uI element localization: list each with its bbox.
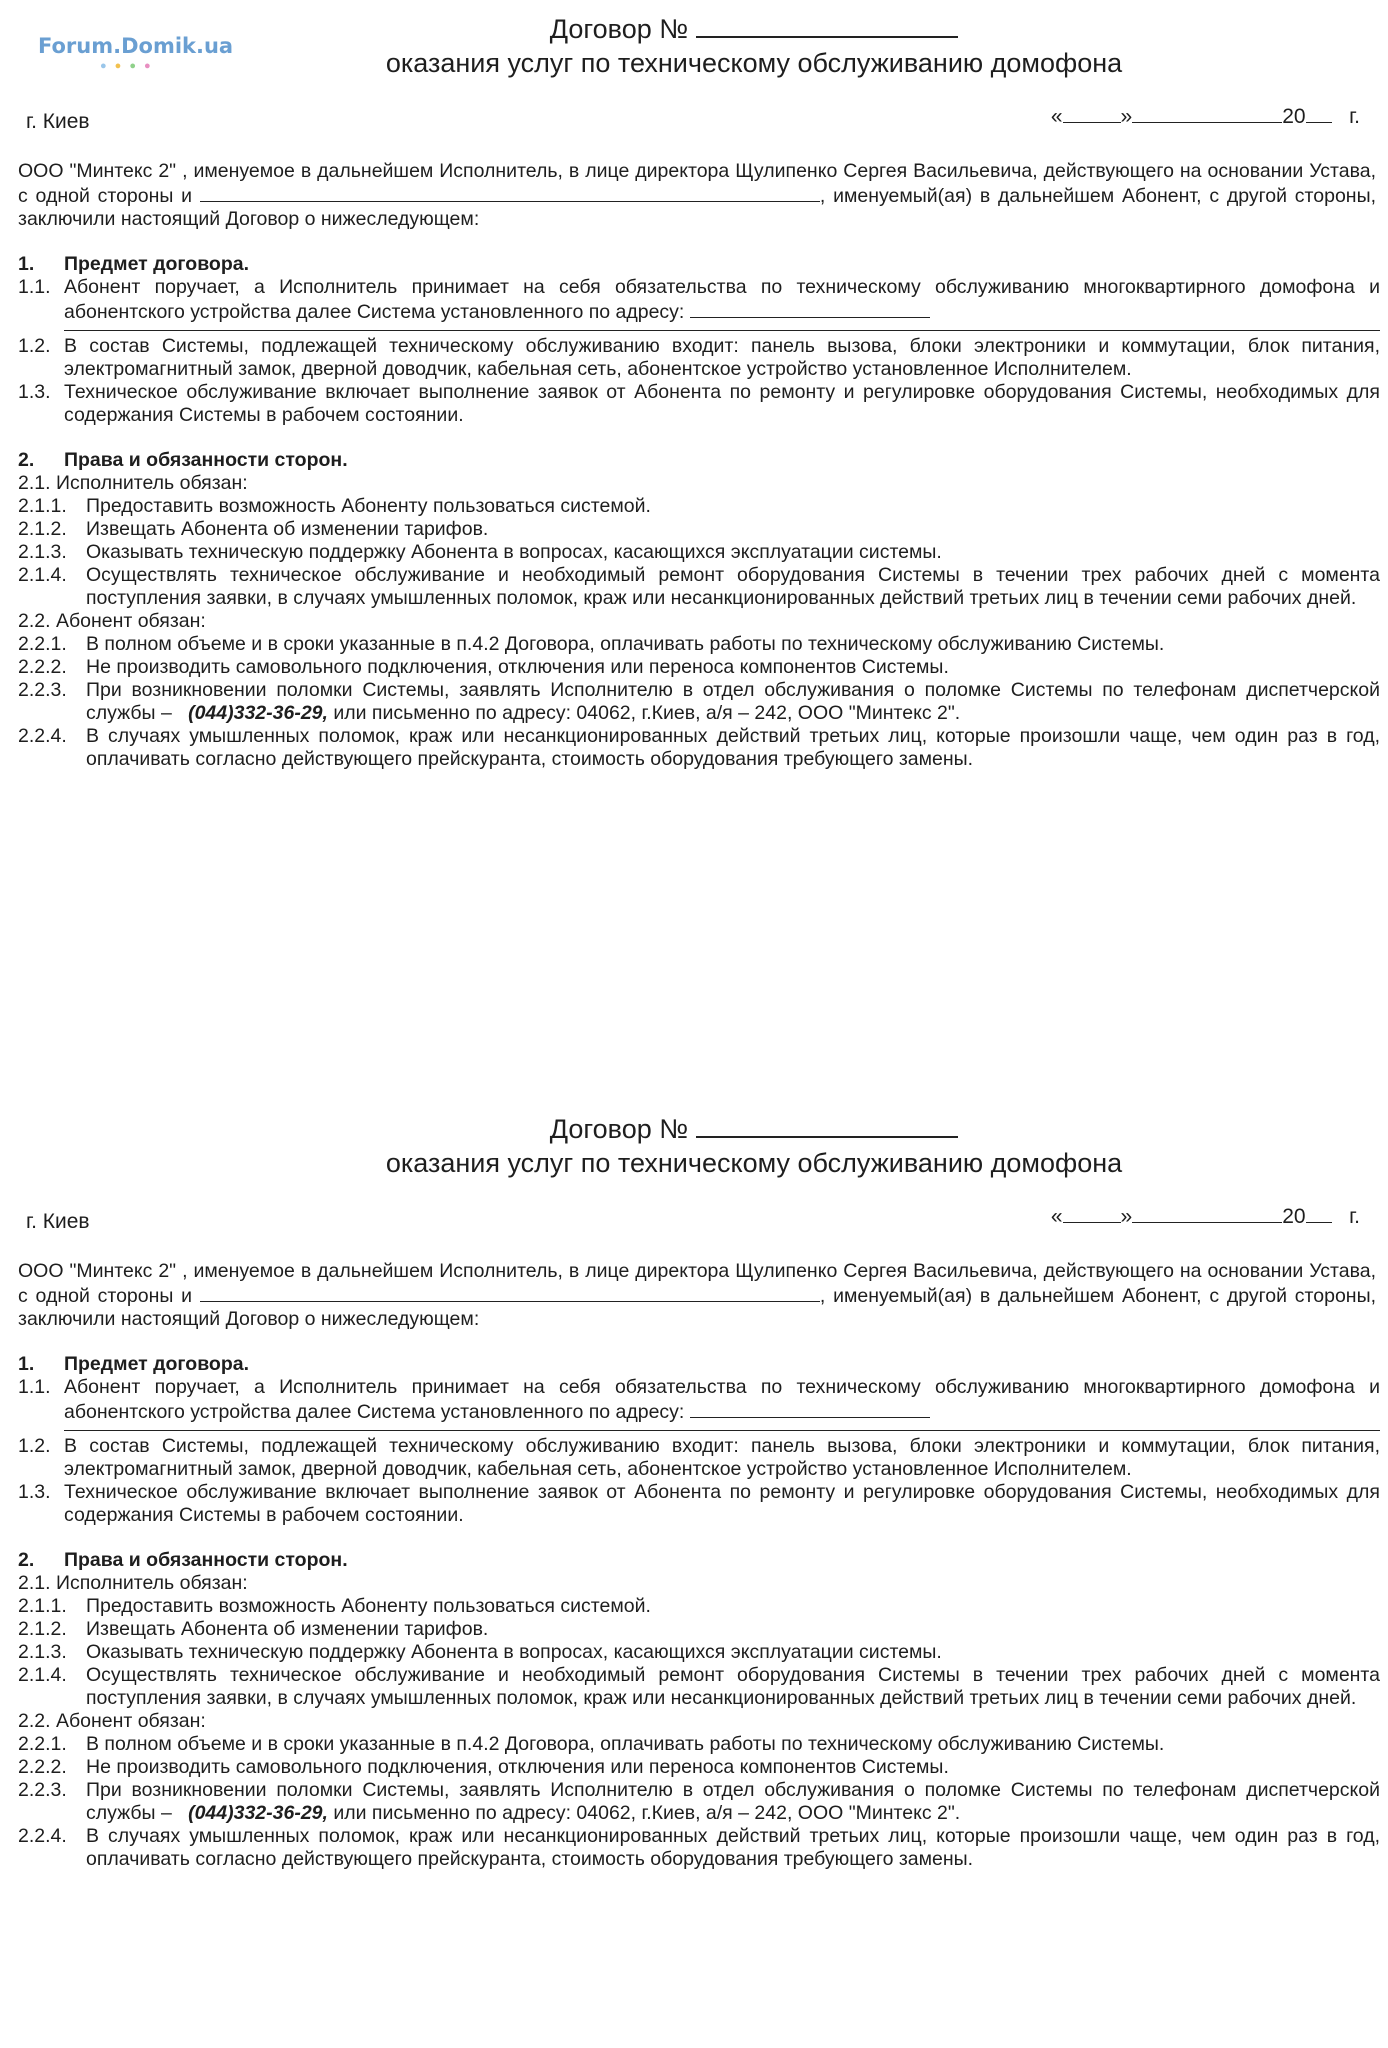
clause-text: Исполнитель обязан: — [55, 1572, 248, 1594]
section-2-num: 2. — [18, 1549, 35, 1571]
clause-2-2-1 — [18, 633, 1380, 656]
title-line1: Договор № — [549, 14, 689, 44]
date-open: « — [1050, 105, 1063, 128]
clause-text: Предоставить возможность Абоненту пользоваться системой. — [86, 495, 651, 517]
contract-title — [18, 12, 1380, 80]
clause-2-2-4 — [18, 725, 1380, 771]
clause-2-2-2 — [18, 1756, 1380, 1779]
dispatcher-phone: (044)332-36-29, — [188, 702, 328, 724]
clause-1-1 — [18, 1376, 1380, 1431]
clause-2-1 — [18, 1572, 1380, 1595]
clause-text: Извещать Абонента об изменении тарифов. — [86, 518, 489, 540]
section-1-title — [18, 1353, 1380, 1376]
clause-1-3 — [18, 1481, 1380, 1527]
clause-2-2-2 — [18, 656, 1380, 679]
clause-text: Абонент обязан: — [55, 610, 206, 632]
clause-1-2 — [18, 1435, 1380, 1481]
clause-num: 2.2.1. — [18, 633, 67, 655]
clause-text: Предоставить возможность Абоненту пользоваться системой. — [86, 1595, 651, 1617]
clause-num: 2.1.1. — [18, 1595, 67, 1617]
clause-num: 1.2. — [18, 1435, 51, 1457]
section-2-label: Права и обязанности сторон. — [64, 1549, 348, 1571]
dispatcher-phone: (044)332-36-29, — [188, 1802, 328, 1824]
clause-text: Осуществлять техническое обслуживание и необходимый ремонт оборудования Системы в течении трех рабочих дней с момента поступления заявки, в случаях умышленных поломок, краж или несанкционированных действий третьих лиц в течении семи рабочих дней. — [86, 564, 1380, 609]
clause-num: 2.1.3. — [18, 541, 67, 563]
clause-text: Не производить самовольного подключения, отключения или переноса компонентов Системы. — [86, 656, 949, 678]
city: г. Киев — [26, 110, 90, 133]
site-watermark: Forum.Domik.ua — [38, 34, 234, 58]
intro-text-2: , именуемый(ая) в дальнейшем Абонент, с другой стороны, заключили настоящий Договор о нижеследующем: — [18, 1285, 1377, 1330]
address-blank — [690, 299, 930, 318]
clause-text: Исполнитель обязан: — [55, 472, 248, 494]
subscriber-name-blank — [200, 183, 820, 202]
day-blank — [1063, 1204, 1121, 1223]
watermark-dots: ●●●● — [100, 60, 159, 72]
clause-2-1-1 — [18, 1595, 1380, 1618]
clause-num: 2.2.3. — [18, 679, 67, 701]
year-prefix: 20 — [1282, 105, 1306, 128]
clause-num: 1.1. — [18, 276, 51, 298]
place-date-row — [18, 104, 1380, 138]
clause-2-1-2 — [18, 1618, 1380, 1641]
intro-text-1: ООО "Минтекс 2" , именуемое в дальнейшем Исполнитель, в лице директора Щулипенко Сергея Васильевича, действующего на основании Устава, с одной стороны и — [18, 1260, 1376, 1307]
clause-text: Абонент поручает, а Исполнитель принимает на себя обязательства по техническому обслуживанию многоквартирного домофона и абонентского устройства далее Система установленного по адресу: — [64, 276, 1380, 323]
year-suffix: г. — [1349, 1205, 1360, 1228]
clause-2-1-1 — [18, 495, 1380, 518]
intro-text-1: ООО "Минтекс 2" , именуемое в дальнейшем Исполнитель, в лице директора Щулипенко Сергея Васильевича, действующего на основании Устава, с одной стороны и — [18, 160, 1376, 207]
clause-text: В полном объеме и в сроки указанные в п.4.2 Договора, оплачивать работы по техническому обслуживанию Системы. — [86, 1733, 1165, 1755]
clause-text: В состав Системы, подлежащей техническому обслуживанию входит: панель вызова, блоки электроники и коммутации, блок питания, электромагнитный замок, дверной доводчик, кабельная сеть, абонентское устройство установленное Исполнителем. — [64, 1435, 1380, 1480]
date-close: » — [1120, 1205, 1133, 1228]
subscriber-name-blank — [200, 1283, 820, 1302]
title-line1: Договор № — [549, 1114, 689, 1144]
clause-2-2-3 — [18, 679, 1380, 725]
clause-2-1-3 — [18, 1641, 1380, 1664]
clause-2-1-4 — [18, 1664, 1380, 1710]
clause-text: Не производить самовольного подключения, отключения или переноса компонентов Системы. — [86, 1756, 949, 1778]
section-2-title — [18, 449, 1380, 472]
clause-num: 2.2.2. — [18, 1756, 67, 1778]
section-1-label: Предмет договора. — [64, 253, 250, 275]
clause-num: 2.1. — [18, 1572, 51, 1594]
clause-text-after: или письменно по адресу: 04062, г.Киев, а/я – 242, ООО "Минтекс 2". — [333, 702, 961, 724]
section-2-title — [18, 1549, 1380, 1572]
address-blank — [690, 1399, 930, 1418]
clause-num: 2.1.2. — [18, 1618, 67, 1640]
clause-num: 2.1. — [18, 472, 51, 494]
clause-2-1-4 — [18, 564, 1380, 610]
city: г. Киев — [26, 1210, 90, 1233]
section-2-num: 2. — [18, 449, 35, 471]
clause-num: 2.2.1. — [18, 1733, 67, 1755]
clause-num: 2.1.2. — [18, 518, 67, 540]
clause-text: Осуществлять техническое обслуживание и необходимый ремонт оборудования Системы в течении трех рабочих дней с момента поступления заявки, в случаях умышленных поломок, краж или несанкционированных действий третьих лиц в течении семи рабочих дней. — [86, 1664, 1380, 1709]
clause-num: 2.2.4. — [18, 725, 67, 747]
clause-text: Извещать Абонента об изменении тарифов. — [86, 1618, 489, 1640]
contract-number-blank — [696, 12, 958, 38]
contract-title — [18, 1112, 1380, 1180]
contract-copy-2 — [18, 1112, 1380, 1871]
contract-number-blank — [696, 1112, 958, 1138]
clause-text: В полном объеме и в сроки указанные в п.4.2 Договора, оплачивать работы по техническому обслуживанию Системы. — [86, 633, 1165, 655]
year-blank — [1306, 104, 1332, 123]
section-1-num: 1. — [18, 253, 35, 275]
clause-text: В случаях умышленных поломок, краж или несанкционированных действий третьих лиц, которые произошли чаще, чем один раз в год, оплачивать согласно действующего прейскуранта, стоимость оборудования требующего замены. — [86, 725, 1380, 770]
year-prefix: 20 — [1282, 1205, 1306, 1228]
clause-num: 2.2.4. — [18, 1825, 67, 1847]
date-line — [1051, 1204, 1360, 1229]
clause-text: Абонент обязан: — [55, 1710, 206, 1732]
clause-num: 1.3. — [18, 381, 51, 403]
place-date-row — [18, 1204, 1380, 1238]
clause-1-2 — [18, 335, 1380, 381]
clause-1-3 — [18, 381, 1380, 427]
month-blank — [1132, 104, 1282, 123]
clause-num: 2.2. — [18, 610, 51, 632]
section-1-title — [18, 253, 1380, 276]
intro-paragraph — [18, 1260, 1380, 1331]
clause-num: 2.2.3. — [18, 1779, 67, 1801]
clause-text: Оказывать техническую поддержку Абонента в вопросах, касающихся эксплуатации системы. — [86, 541, 942, 563]
day-blank — [1063, 104, 1121, 123]
intro-paragraph — [18, 160, 1380, 231]
clause-num: 2.2.2. — [18, 656, 67, 678]
address-blank-line2 — [64, 324, 1380, 331]
clause-text: При возникновении поломки Системы, заявлять Исполнителю в отдел обслуживания о поломке Системы по телефонам диспетчерской службы – — [86, 1779, 1380, 1824]
clause-num: 1.2. — [18, 335, 51, 357]
year-suffix: г. — [1349, 105, 1360, 128]
clause-text: Техническое обслуживание включает выполнение заявок от Абонента по ремонту и регулировке оборудования Системы, необходимых для содержания Системы в рабочем состоянии. — [64, 381, 1380, 426]
clause-num: 1.1. — [18, 1376, 51, 1398]
clause-text: В состав Системы, подлежащей техническому обслуживанию входит: панель вызова, блоки электроники и коммутации, блок питания, электромагнитный замок, дверной доводчик, кабельная сеть, абонентское устройство установленное Исполнителем. — [64, 335, 1380, 380]
clause-text: Техническое обслуживание включает выполнение заявок от Абонента по ремонту и регулировке оборудования Системы, необходимых для содержания Системы в рабочем состоянии. — [64, 1481, 1380, 1526]
intro-text-2: , именуемый(ая) в дальнейшем Абонент, с другой стороны, заключили настоящий Договор о нижеследующем: — [18, 185, 1377, 230]
date-open: « — [1050, 1205, 1063, 1228]
clause-2-2-4 — [18, 1825, 1380, 1871]
month-blank — [1132, 1204, 1282, 1223]
address-blank-line2 — [64, 1424, 1380, 1431]
clause-2-1-3 — [18, 541, 1380, 564]
clause-2-1 — [18, 472, 1380, 495]
clause-1-1 — [18, 276, 1380, 331]
clause-text: Абонент поручает, а Исполнитель принимает на себя обязательства по техническому обслуживанию многоквартирного домофона и абонентского устройства далее Система установленного по адресу: — [64, 1376, 1380, 1423]
clause-text: При возникновении поломки Системы, заявлять Исполнителю в отдел обслуживания о поломке Системы по телефонам диспетчерской службы – — [86, 679, 1380, 724]
title-line2: оказания услуг по техническому обслуживанию домофона — [385, 1148, 1123, 1178]
year-blank — [1306, 1204, 1332, 1223]
clause-2-2-1 — [18, 1733, 1380, 1756]
clause-text: В случаях умышленных поломок, краж или несанкционированных действий третьих лиц, которые произошли чаще, чем один раз в год, оплачивать согласно действующего прейскуранта, стоимость оборудования требующего замены. — [86, 1825, 1380, 1870]
clause-num: 1.3. — [18, 1481, 51, 1503]
clause-2-1-2 — [18, 518, 1380, 541]
clause-text-after: или письменно по адресу: 04062, г.Киев, а/я – 242, ООО "Минтекс 2". — [333, 1802, 961, 1824]
section-1-num: 1. — [18, 1353, 35, 1375]
date-line — [1051, 104, 1360, 129]
clause-2-2-3 — [18, 1779, 1380, 1825]
clause-text: Оказывать техническую поддержку Абонента в вопросах, касающихся эксплуатации системы. — [86, 1641, 942, 1663]
section-1-label: Предмет договора. — [64, 1353, 250, 1375]
clause-2-2 — [18, 1710, 1380, 1733]
clause-num: 2.1.4. — [18, 564, 67, 586]
contract-copy-1 — [18, 12, 1380, 771]
clause-num: 2.1.3. — [18, 1641, 67, 1663]
section-2-label: Права и обязанности сторон. — [64, 449, 348, 471]
clause-2-2 — [18, 610, 1380, 633]
clause-num: 2.1.1. — [18, 495, 67, 517]
date-close: » — [1120, 105, 1133, 128]
clause-num: 2.2. — [18, 1710, 51, 1732]
clause-num: 2.1.4. — [18, 1664, 67, 1686]
title-line2: оказания услуг по техническому обслуживанию домофона — [385, 48, 1123, 78]
